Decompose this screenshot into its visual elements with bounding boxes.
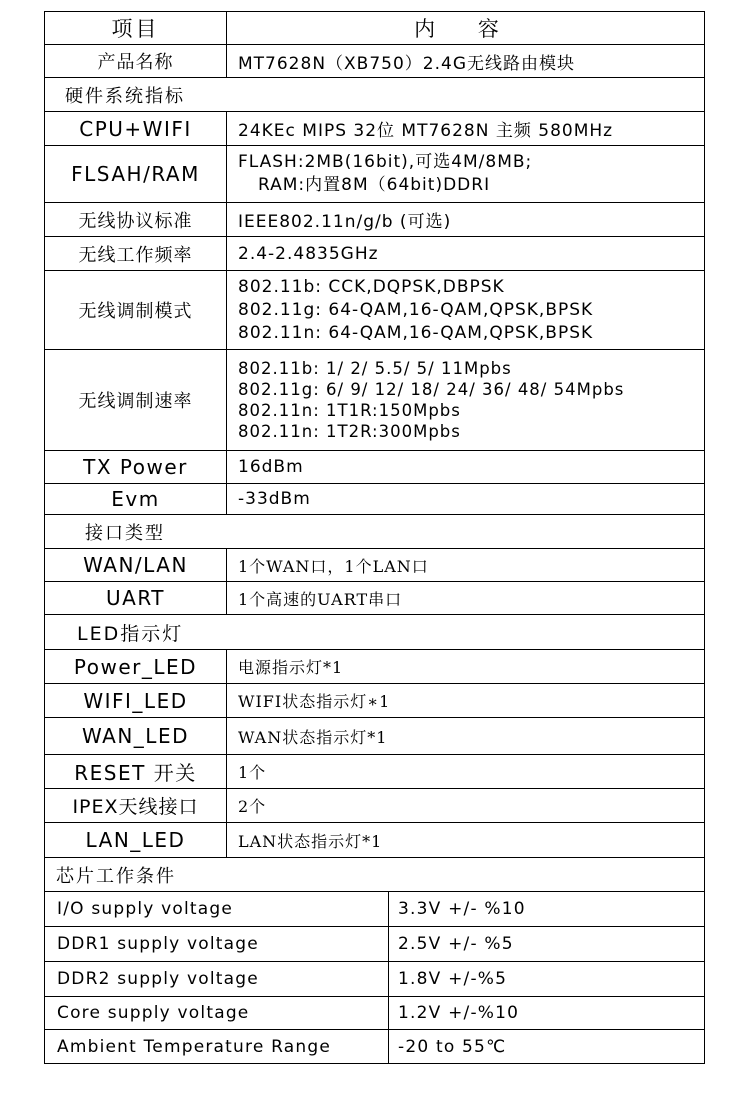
header-row bbox=[45, 12, 705, 45]
row-value: IEEE802.11n/g/b (可选) bbox=[227, 203, 705, 237]
table-row bbox=[45, 962, 705, 997]
table-row bbox=[45, 350, 705, 451]
value-line: 802.11b: CCK,DQPSK,DBPSK bbox=[238, 276, 505, 297]
section-title: 接口类型 bbox=[45, 515, 705, 549]
table-row bbox=[45, 892, 705, 927]
row-value: 2.5V +/- %5 bbox=[389, 927, 705, 962]
row-label: RESET 开关 bbox=[45, 755, 227, 789]
row-label: WIFI_LED bbox=[45, 684, 227, 718]
row-label: CPU+WIFI bbox=[45, 112, 227, 146]
row-value: 3.3V +/- %10 bbox=[389, 892, 705, 927]
header-item: 项目 bbox=[45, 12, 227, 45]
table-row bbox=[45, 146, 705, 203]
row-label: LAN_LED bbox=[45, 823, 227, 858]
row-label: Power_LED bbox=[45, 650, 227, 684]
row-label: TX Power bbox=[45, 451, 227, 484]
value-line: 802.11g: 6/ 9/ 12/ 18/ 24/ 36/ 48/ 54Mpbs bbox=[238, 380, 625, 399]
row-label: Core supply voltage bbox=[45, 997, 389, 1030]
row-value: 1.8V +/-%5 bbox=[389, 962, 705, 997]
section-row bbox=[45, 515, 705, 549]
row-value: 1个 bbox=[227, 755, 705, 789]
value-line: 802.11n: 64-QAM,16-QAM,QPSK,BPSK bbox=[238, 322, 594, 343]
value-line: 802.11n: 1T1R:150Mpbs bbox=[238, 401, 461, 420]
row-value: 电源指示灯*1 bbox=[227, 650, 705, 684]
value-line: RAM:内置8M（64bit)DDRI bbox=[258, 175, 491, 195]
table-row bbox=[45, 582, 705, 615]
value-line: 802.11g: 64-QAM,16-QAM,QPSK,BPSK bbox=[238, 299, 594, 320]
row-label: 无线调制模式 bbox=[45, 271, 227, 350]
table-row bbox=[45, 1030, 705, 1064]
table-row bbox=[45, 271, 705, 350]
row-label: 无线调制速率 bbox=[45, 350, 227, 451]
row-value: 16dBm bbox=[227, 451, 705, 484]
row-value: WAN状态指示灯*1 bbox=[227, 718, 705, 755]
row-value: MT7628N（XB750）2.4G无线路由模块 bbox=[227, 45, 705, 78]
table-row bbox=[45, 684, 705, 718]
row-value bbox=[227, 146, 705, 203]
row-value: 1个高速的UART串口 bbox=[227, 582, 705, 615]
table-row bbox=[45, 823, 705, 858]
row-label: Ambient Temperature Range bbox=[45, 1030, 389, 1064]
row-label: DDR2 supply voltage bbox=[45, 962, 389, 997]
row-value: -33dBm bbox=[227, 484, 705, 515]
row-label: UART bbox=[45, 582, 227, 615]
section-title: 硬件系统指标 bbox=[45, 78, 705, 112]
row-label: 无线协议标准 bbox=[45, 203, 227, 237]
row-label: FLSAH/RAM bbox=[45, 146, 227, 203]
table-row bbox=[45, 203, 705, 237]
table-row bbox=[45, 789, 705, 823]
row-label: I/O supply voltage bbox=[45, 892, 389, 927]
value-line: FLASH:2MB(16bit),可选4M/8MB; bbox=[238, 152, 533, 172]
row-value bbox=[227, 271, 705, 350]
table-row bbox=[45, 718, 705, 755]
table-row bbox=[45, 237, 705, 271]
row-label: 无线工作频率 bbox=[45, 237, 227, 271]
row-label: 产品名称 bbox=[45, 45, 227, 78]
table-row bbox=[45, 927, 705, 962]
row-label: IPEX天线接口 bbox=[45, 789, 227, 823]
row-label: WAN/LAN bbox=[45, 549, 227, 582]
section-title: 芯片工作条件 bbox=[45, 858, 705, 892]
section-row bbox=[45, 615, 705, 650]
table-row bbox=[45, 451, 705, 484]
section-row bbox=[45, 858, 705, 892]
section-title: LED指示灯 bbox=[45, 615, 705, 650]
table-row bbox=[45, 549, 705, 582]
table-row bbox=[45, 112, 705, 146]
row-value: 2.4-2.4835GHz bbox=[227, 237, 705, 271]
table-row bbox=[45, 997, 705, 1030]
table-row bbox=[45, 650, 705, 684]
row-value bbox=[227, 350, 705, 451]
row-value: -20 to 55℃ bbox=[389, 1030, 705, 1064]
row-value: 2个 bbox=[227, 789, 705, 823]
section-row bbox=[45, 78, 705, 112]
value-line: 802.11b: 1/ 2/ 5.5/ 5/ 11Mpbs bbox=[238, 359, 512, 378]
row-value: 1.2V +/-%10 bbox=[389, 997, 705, 1030]
row-label: DDR1 supply voltage bbox=[45, 927, 389, 962]
table-row bbox=[45, 484, 705, 515]
value-line: 802.11n: 1T2R:300Mpbs bbox=[238, 422, 461, 441]
row-value: 24KEc MIPS 32位 MT7628N 主频 580MHz bbox=[227, 112, 705, 146]
row-value: 1个WAN口，1个LAN口 bbox=[227, 549, 705, 582]
table-row bbox=[45, 45, 705, 78]
row-label: WAN_LED bbox=[45, 718, 227, 755]
spec-table bbox=[44, 11, 705, 1064]
row-label: Evm bbox=[45, 484, 227, 515]
row-value: WIFI状态指示灯∗1 bbox=[227, 684, 705, 718]
header-content: 内 容 bbox=[227, 12, 705, 45]
table-row bbox=[45, 755, 705, 789]
row-value: LAN状态指示灯*1 bbox=[227, 823, 705, 858]
